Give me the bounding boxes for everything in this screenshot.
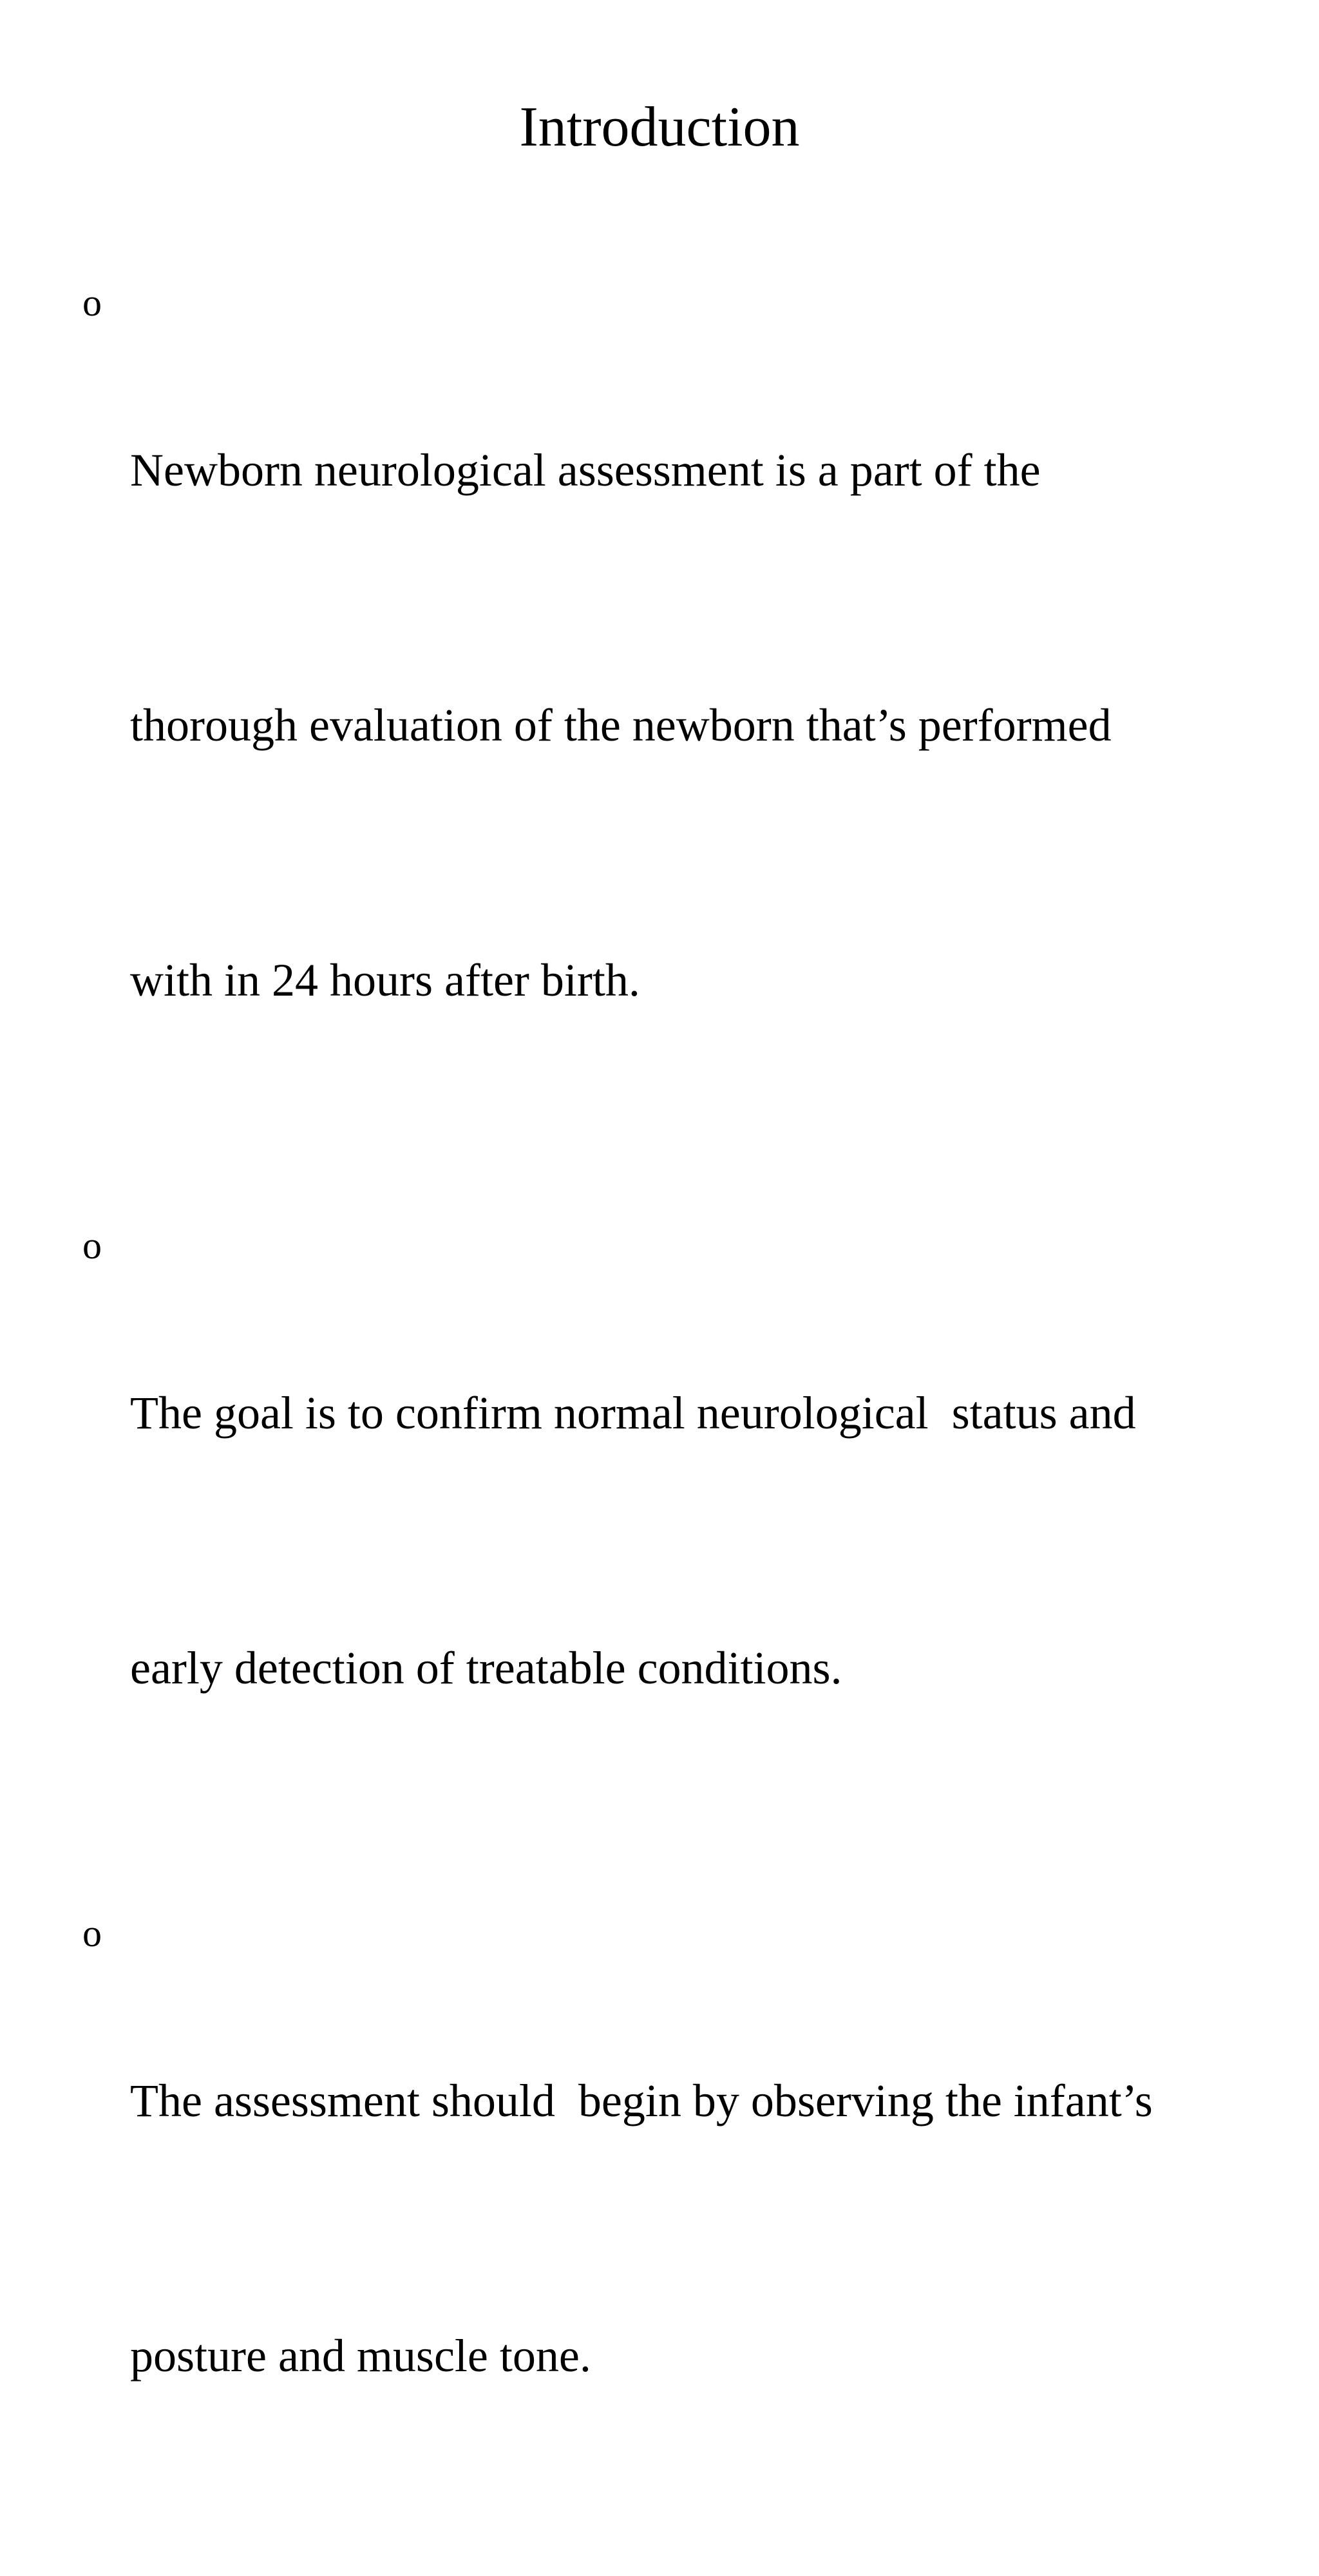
- bullet-marker-icon: o: [82, 281, 102, 324]
- bullet-item: [77, 1888, 1275, 2568]
- bullet-text: [130, 1888, 1275, 2568]
- bullet-line: Newborn neurological assessment is a part of the: [130, 444, 1041, 496]
- bullet-item: [77, 1200, 1275, 1880]
- bullet-text: [130, 258, 1275, 1193]
- bullet-line: The assessment should begin by observing the infant’s: [130, 2075, 1153, 2126]
- bullet-list: [77, 258, 1275, 2576]
- bullet-line: The goal is to confirm normal neurological status and: [130, 1387, 1136, 1439]
- bullet-line: posture and muscle tone.: [130, 2330, 591, 2382]
- bullet-marker-icon: o: [82, 1224, 102, 1267]
- bullet-line: early detection of treatable conditions.: [130, 1642, 842, 1694]
- bullet-item: [77, 258, 1275, 1193]
- bullet-line: with in 24 hours after birth.: [130, 954, 640, 1006]
- bullet-text: [130, 1200, 1275, 1880]
- bullet-line: thorough evaluation of the newborn that’s performed: [130, 699, 1112, 751]
- bullet-marker-icon: o: [82, 1912, 102, 1955]
- slide-title: Introduction: [519, 96, 800, 158]
